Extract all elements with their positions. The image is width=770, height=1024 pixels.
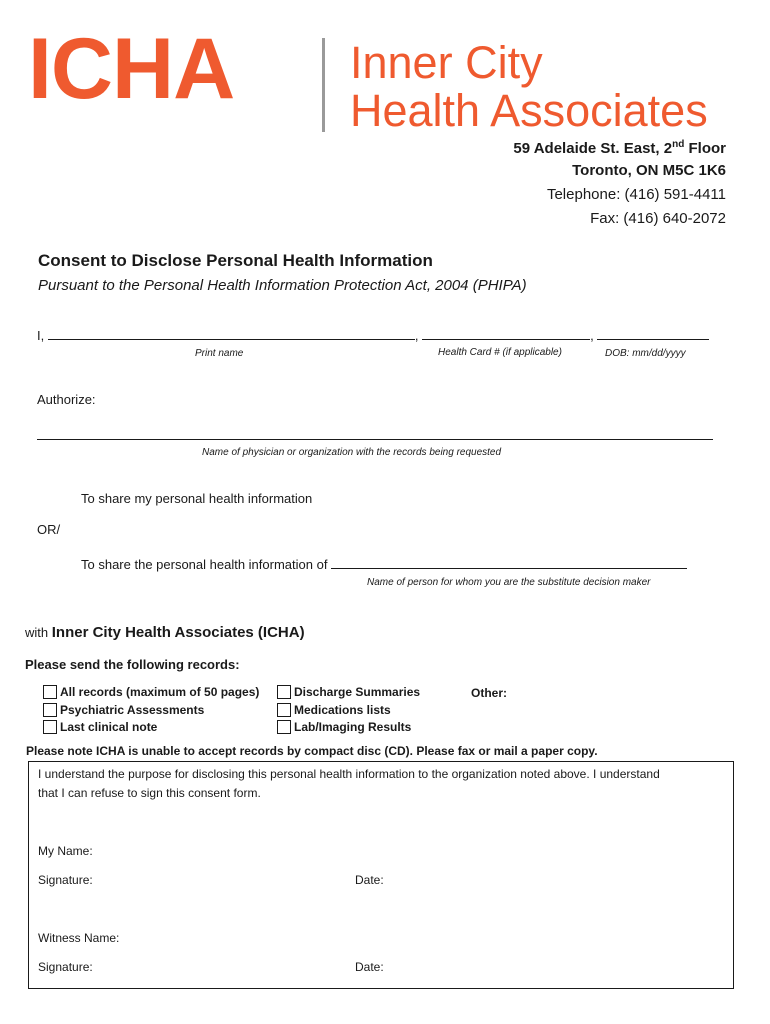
checkbox[interactable] bbox=[43, 685, 57, 699]
witness-signature-label: Signature: bbox=[38, 960, 93, 974]
or-label: OR/ bbox=[37, 522, 61, 537]
record-option-lab-imaging[interactable]: Lab/Imaging Results bbox=[277, 720, 411, 734]
physician-caption: Name of physician or organization with the records being requested bbox=[202, 447, 502, 458]
form-subtitle: Pursuant to the Personal Health Information Protection Act, 2004 (PHIPA) bbox=[38, 277, 527, 294]
with-org-line bbox=[25, 624, 305, 641]
send-records-label: Please send the following records: bbox=[25, 657, 240, 672]
dob-field[interactable] bbox=[597, 326, 709, 340]
cd-note: Please note ICHA is unable to accept records by compact disc (CD). Please fax or mail a paper copy. bbox=[26, 744, 598, 758]
record-option-psychiatric[interactable]: Psychiatric Assessments bbox=[43, 703, 204, 717]
witness-name-label: Witness Name: bbox=[38, 931, 120, 945]
authorize-label: Authorize: bbox=[37, 392, 96, 407]
physician-field[interactable] bbox=[37, 439, 713, 440]
comma: , bbox=[590, 328, 594, 343]
health-card-caption: Health Card # (if applicable) bbox=[438, 347, 562, 358]
substitute-caption: Name of person for whom you are the substitute decision maker bbox=[367, 577, 651, 588]
icha-logo-mark: ICHA bbox=[28, 21, 235, 117]
with-org-name: Inner City Health Associates (ICHA) bbox=[51, 624, 305, 641]
address-street: 59 Adelaide St. East, 2nd Floor bbox=[513, 139, 726, 157]
health-card-field[interactable] bbox=[422, 326, 590, 340]
substitute-person-field[interactable] bbox=[331, 555, 687, 569]
my-name-label: My Name: bbox=[38, 844, 93, 858]
record-option-discharge[interactable]: Discharge Summaries bbox=[277, 685, 420, 699]
print-name-caption: Print name bbox=[195, 348, 244, 359]
address-city: Toronto, ON M5C 1K6 bbox=[572, 162, 726, 179]
form-title: Consent to Disclose Personal Health Information bbox=[38, 251, 433, 270]
other-label: Other: bbox=[471, 686, 507, 700]
share-other-label: To share the personal health information of bbox=[81, 557, 328, 572]
logo-name-line2: Health Associates bbox=[350, 85, 708, 136]
consent-text-line1: I understand the purpose for disclosing this personal health information to the organization noted above. I understand bbox=[38, 767, 660, 781]
logo-name-line1: Inner City bbox=[350, 37, 543, 88]
share-other-option bbox=[81, 555, 687, 572]
patient-info-line bbox=[37, 326, 709, 343]
checkbox[interactable] bbox=[277, 685, 291, 699]
signature-label: Signature: bbox=[38, 873, 93, 887]
logo-divider bbox=[322, 38, 325, 132]
checkbox[interactable] bbox=[43, 720, 57, 734]
print-name-field[interactable] bbox=[48, 326, 415, 340]
address-telephone: Telephone: (416) 591-4411 bbox=[546, 186, 726, 203]
record-option-all-records[interactable]: All records (maximum of 50 pages) bbox=[43, 685, 259, 699]
date-label: Date: bbox=[355, 873, 384, 887]
checkbox[interactable] bbox=[277, 703, 291, 717]
dob-caption: DOB: mm/dd/yyyy bbox=[605, 348, 686, 359]
witness-date-label: Date: bbox=[355, 960, 384, 974]
consent-text-line2: that I can refuse to sign this consent form. bbox=[38, 786, 261, 800]
checkbox[interactable] bbox=[277, 720, 291, 734]
share-my-info-option: To share my personal health information bbox=[81, 491, 313, 506]
record-option-clinical-note[interactable]: Last clinical note bbox=[43, 720, 157, 734]
address-fax: Fax: (416) 640-2072 bbox=[590, 210, 726, 227]
with-prefix: with bbox=[25, 625, 49, 640]
record-option-medications[interactable]: Medications lists bbox=[277, 703, 391, 717]
i-label: I, bbox=[37, 328, 45, 343]
checkbox[interactable] bbox=[43, 703, 57, 717]
comma: , bbox=[414, 328, 419, 343]
